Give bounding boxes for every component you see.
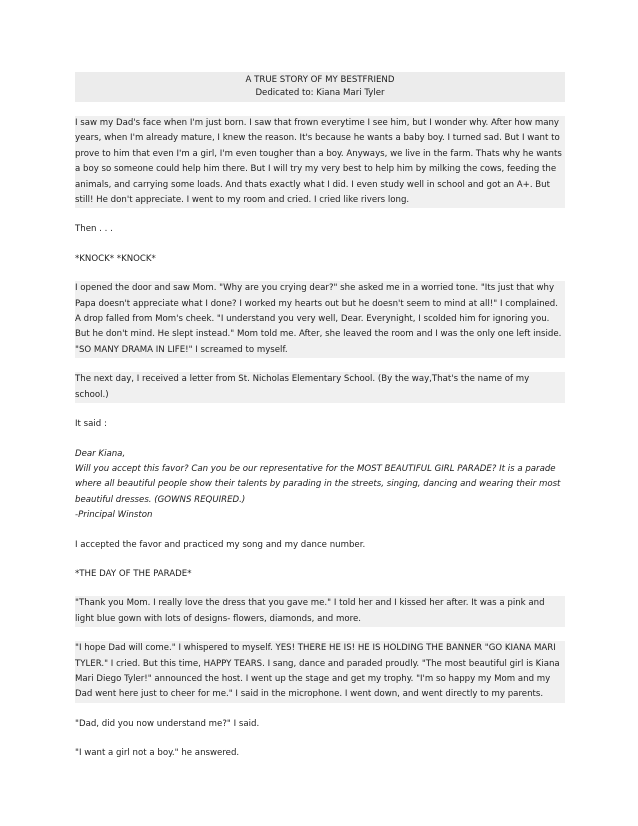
paragraph-parade-day: *THE DAY OF THE PARADE* [75,568,192,579]
letter-body: Will you accept this favor? Can you be our representative for the MOST BEAUTIFUL GIRL PARADE? It is a parade where all beautiful people show their talents by parading in the streets, singing, dancing and wearing their most beautiful dresses. (GOWNS REQUIRED.) [75,463,561,505]
document-title: A TRUE STORY OF MY BESTFRIEND [245,75,395,85]
paragraph-then: Then . . . [75,224,113,235]
letter-block [75,447,565,524]
letter-signature: -Principal Winston [75,510,153,521]
dedication-line: Dedicated to: Kiana Mari Tyler [255,88,385,98]
paragraph-intro: I saw my Dad's face when I'm just born. I saw that frown everytime I see him, but I wonder why. After how many years, when I'm already mature, I knew the reason. It's because he wants a baby boy. I turned sad. But I want to prove to him that even I'm a girl, I'm even tougher than a boy. Anyways, we live in the farm. Thats why he wants a boy so someone could help him there. But I will try my very best to help him by milking the cows, feeding the animals, and carrying some loads. And thats exactly what I did. I even study well in school and got an A+. But still! He don't appreciate. I went to my room and cried. I cried like rivers long. [75,116,565,208]
document-page [75,72,565,776]
title-block [75,72,565,102]
paragraph-mom: I opened the door and saw Mom. "Why are you crying dear?" she asked me in a worried tone. "Its just that why Papa doesn't appreciate what I done? I worked my hearts out but he doesn't seem to mind at all!" I complained. A drop falled from Mom's cheek. "I understand you very well, Dear. Everynight, I scolded him for ignoring you. But he don't mind. He slept instead." Mom told me. After, she leaved the room and I was the only one left inside. "SO MANY DRAMA IN LIFE!" I screamed to myself. [75,281,565,358]
paragraph-accepted: I accepted the favor and practiced my song and my dance number. [75,539,366,550]
paragraph-it-said: It said : [75,419,107,430]
paragraph-knock: *KNOCK* *KNOCK* [75,253,156,264]
paragraph-dad-question: "Dad, did you now understand me?" I said. [75,718,260,729]
paragraph-letter-intro: The next day, I received a letter from St. Nicholas Elementary School. (By the way,That's the name of my school.) [75,372,565,403]
paragraph-dad-answer: "I want a girl not a boy." he answered. [75,748,240,759]
paragraph-thank-you: "Thank you Mom. I really love the dress that you gave me." I told her and I kissed her after. It was a pink and light blue gown with lots of designs- flowers, diamonds, and more. [75,596,565,627]
letter-greeting: Dear Kiana, [75,448,126,459]
paragraph-hope-dad: "I hope Dad will come." I whispered to myself. YES! THERE HE IS! HE IS HOLDING THE BANNER "GO KIANA MARI TYLER." I cried. But this time, HAPPY TEARS. I sang, dance and paraded proudly. "The most beautiful girl is Kiana Mari Diego Tyler!" announced the host. I went up the stage and get my trophy. "I'm so happy my Mom and my Dad went here just to cheer for me." I said in the microphone. I went down, and went directly to my parents. [75,641,565,703]
